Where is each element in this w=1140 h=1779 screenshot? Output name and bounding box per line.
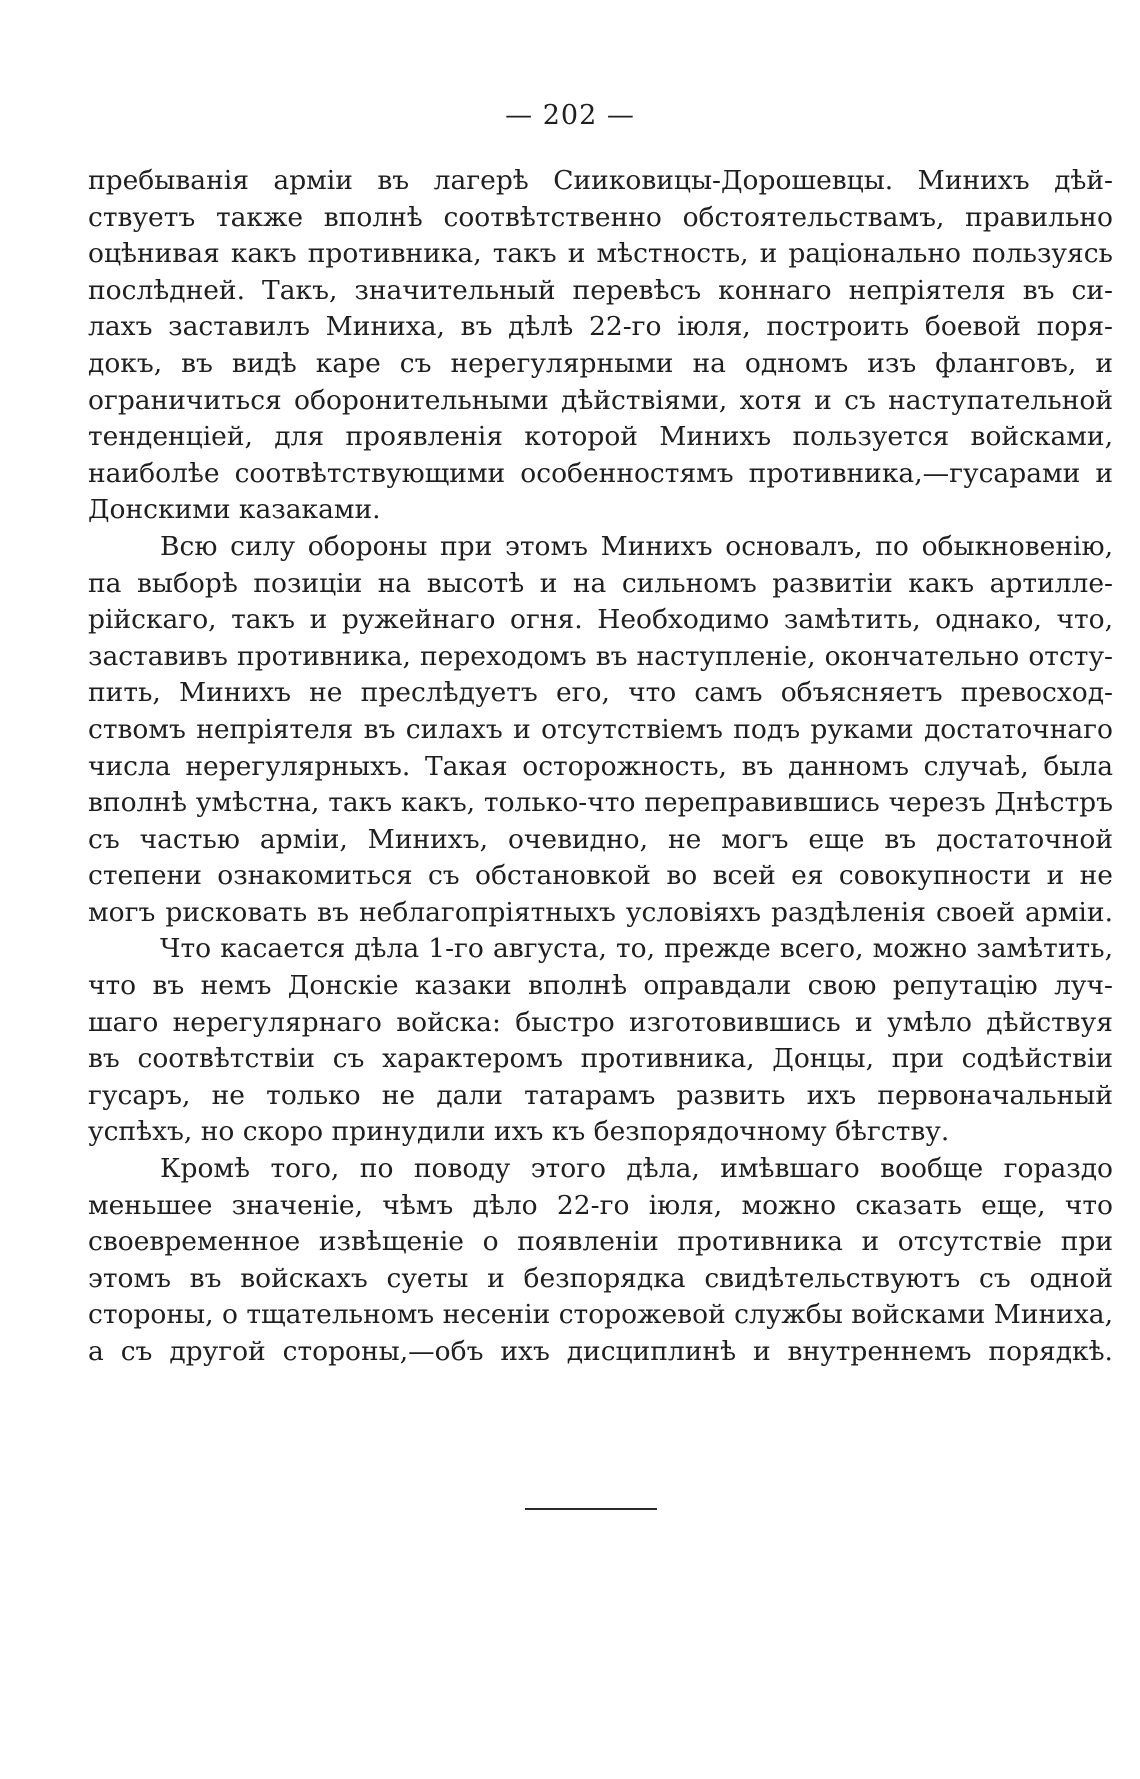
text-line: докъ, въ видѣ каре съ нерегулярными на одномъ изъ фланговъ, и bbox=[88, 347, 1113, 379]
text-line: па выборѣ позиціи на высотѣ и на сильномъ развитіи какъ артилле- bbox=[88, 567, 1113, 599]
text-line: наиболѣе соотвѣтствующими особенностямъ противника,—гусарами и bbox=[88, 457, 1113, 489]
text-line: Что касается дѣла 1-го августа, то, прежде всего, можно замѣтить, bbox=[160, 933, 1113, 965]
text-line: гусаръ, не только не дали татарамъ развить ихъ первоначальный bbox=[88, 1079, 1113, 1111]
text-line: стороны, о тщательномъ несеніи сторожевой службы войсками Миниха, bbox=[88, 1299, 1113, 1331]
text-line: этомъ въ войскахъ суеты и безпорядка свидѣтельствуютъ съ одной bbox=[88, 1262, 1113, 1294]
text-line: Кромѣ того, по поводу этого дѣла, имѣвшаго вообще гораздо bbox=[160, 1153, 1113, 1185]
text-line: шаго нерегулярнаго войска: быстро изготовившись и умѣло дѣйствуя bbox=[88, 1006, 1113, 1038]
text-line: вполнѣ умѣстна, такъ какъ, только-что переправившись черезъ Днѣстръ bbox=[88, 787, 1113, 819]
text-line: могъ рисковать въ неблагопріятныхъ условіяхъ раздѣленія своей арміи. bbox=[88, 896, 1113, 928]
closing-rule bbox=[525, 1508, 657, 1510]
paragraph-2 bbox=[88, 529, 1113, 932]
body-text bbox=[88, 163, 1113, 1371]
text-line: степени ознакомиться съ обстановкой во всей ея совокупности и не bbox=[88, 860, 1113, 892]
page-number: — 202 — bbox=[505, 100, 635, 131]
paragraph-4 bbox=[88, 1151, 1113, 1371]
text-line: пить, Минихъ не преслѣдуетъ его, что самъ объясняетъ превосход- bbox=[88, 677, 1113, 709]
text-line: ствомъ непріятеля въ силахъ и отсутствіемъ подъ руками достаточнаго bbox=[88, 713, 1113, 745]
text-line: въ соотвѣтствіи съ характеромъ противника, Донцы, при содѣйствіи bbox=[88, 1043, 1113, 1075]
text-line: что въ немъ Донскіе казаки вполнѣ оправдали свою репутацію луч- bbox=[88, 970, 1113, 1002]
text-line: ствуетъ также вполнѣ соотвѣтственно обстоятельствамъ, правильно bbox=[88, 201, 1113, 233]
text-line: меньшее значеніе, чѣмъ дѣло 22-го іюля, можно сказать еще, что bbox=[88, 1189, 1113, 1221]
text-line: съ частью арміи, Минихъ, очевидно, не могъ еще въ достаточной bbox=[88, 823, 1113, 855]
text-line: а съ другой стороны,—объ ихъ дисциплинѣ и внутреннемъ порядкѣ. bbox=[88, 1336, 1113, 1367]
text-line: своевременное извѣщеніе о появленіи противника и отсутствіе при bbox=[88, 1226, 1113, 1258]
text-line: Донскими казаками. bbox=[88, 494, 381, 526]
text-line: пребыванія арміи въ лагерѣ Сииковицы-Дорошевцы. Минихъ дѣй- bbox=[88, 165, 1113, 196]
text-line: рійскаго, такъ и ружейнаго огня. Необходимо замѣтить, однако, что, bbox=[88, 604, 1113, 636]
text-line: числа нерегулярныхъ. Такая осторожность, въ данномъ случаѣ, была bbox=[88, 750, 1113, 782]
text-line: тенденціей, для проявленія которой Минихъ пользуется войсками, bbox=[88, 421, 1113, 453]
text-line: Всю силу обороны при этомъ Минихъ основалъ, по обыкновенію, bbox=[160, 530, 1113, 562]
text-line: заставивъ противника, переходомъ въ наступленіе, окончательно отсту- bbox=[88, 640, 1113, 672]
paragraph-3 bbox=[88, 931, 1113, 1151]
text-line: ограничиться оборонительными дѣйствіями, хотя и съ наступательной bbox=[88, 384, 1113, 416]
text-line: успѣхъ, но скоро принудили ихъ къ безпорядочному бѣгству. bbox=[88, 1116, 950, 1148]
text-line: послѣдней. Такъ, значительный перевѣсъ коннаго непріятеля въ си- bbox=[88, 274, 1113, 306]
text-line: лахъ заставилъ Миниха, въ дѣлѣ 22-го іюля, построить боевой поря- bbox=[88, 311, 1113, 343]
paragraph-1 bbox=[88, 163, 1113, 529]
text-line: оцѣнивая какъ противника, такъ и мѣстность, и раціонально пользуясь bbox=[88, 238, 1113, 270]
